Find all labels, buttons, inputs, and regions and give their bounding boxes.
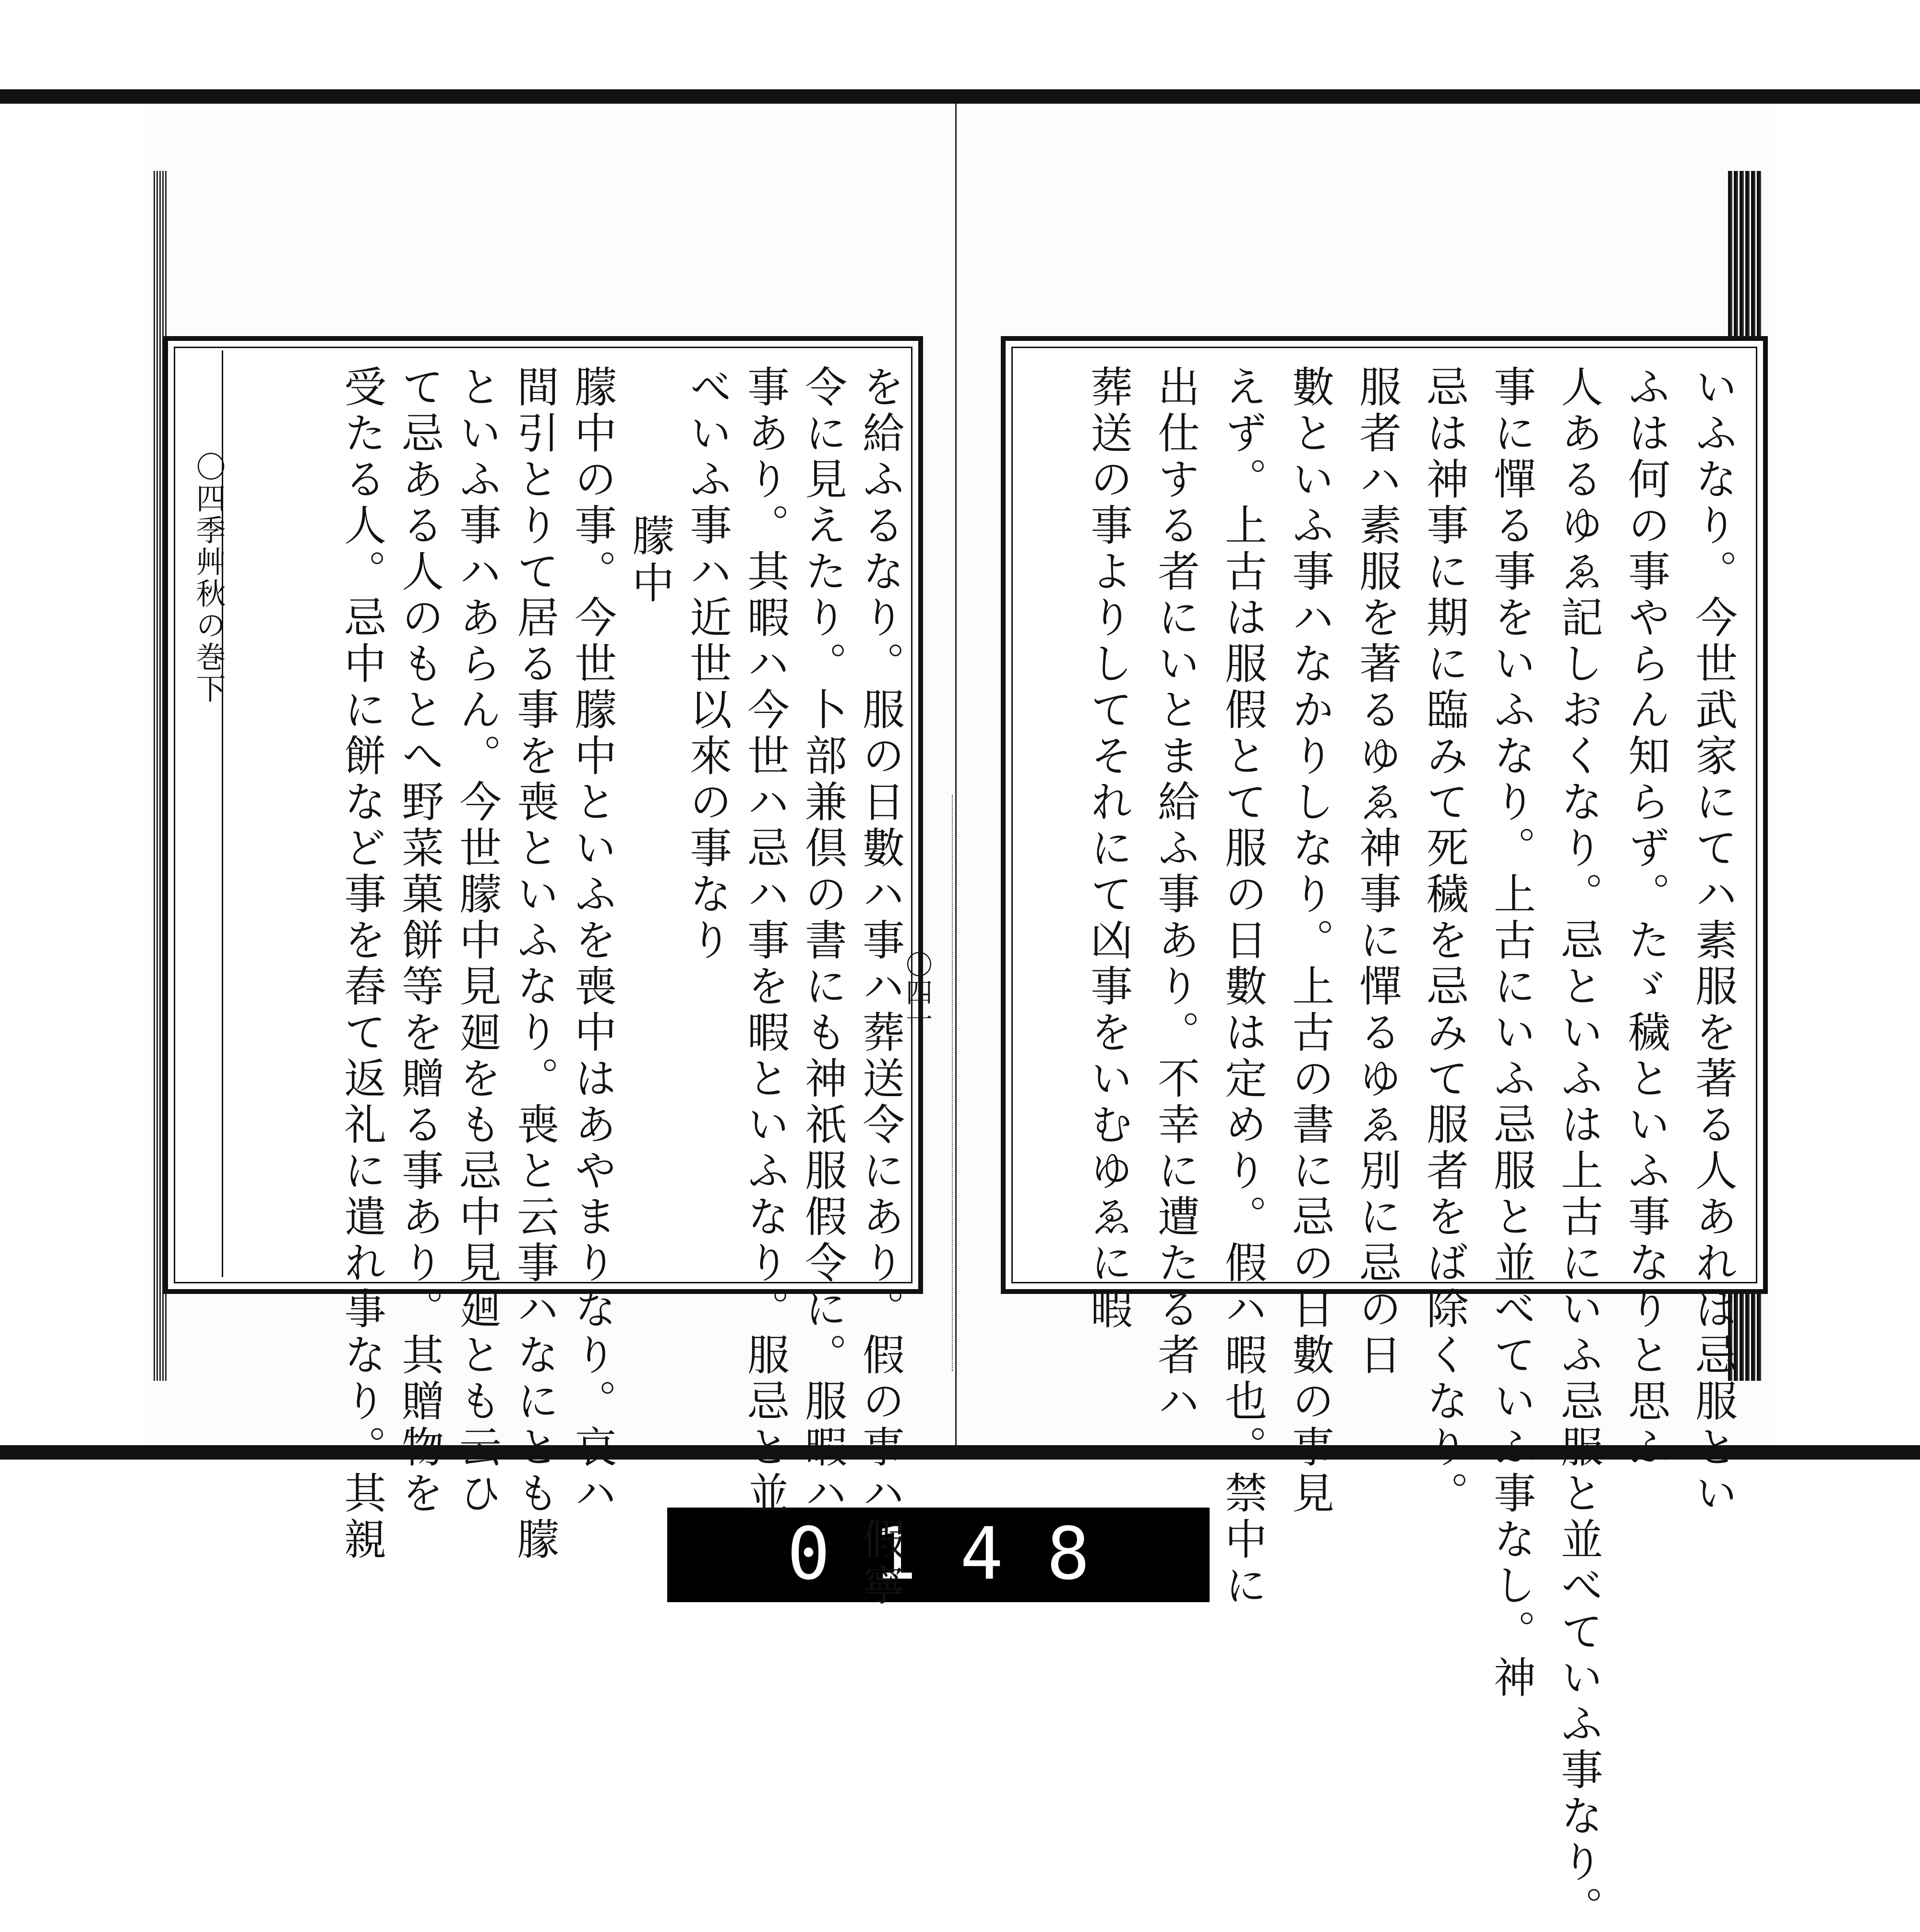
left-text-frame (163, 336, 933, 1609)
text-column: 事あり。其暇ハ今世ハ忌ハ事を暇といふなり。服忌と並 (741, 365, 790, 1517)
text-column: 朦中の事。今世朦中といふを喪中はあやまりなり。哀ハ (568, 365, 617, 1517)
text-column: 葬送の事よりしてそれにて凶事をいむゆゑに暇 (1084, 365, 1133, 1333)
text-column: べいふ事ハ近世以來の事なり (683, 365, 732, 964)
text-column: を給ふるなり。服の日數ハ事ハ葬送令にあり。假の事ハ假寧 (856, 365, 905, 1609)
text-column: 出仕する者にいとま給ふ事あり。不幸に遭たる者ハ (1151, 365, 1200, 1425)
text-column: 數といふ事ハなかりしなり。上古の書に忌の日數の事見 (1285, 365, 1335, 1517)
text-column: 受たる人。忌中に餅など事を舂て返礼に遣れ事なり。其親 (337, 365, 387, 1563)
text-column: 事に憚る事をいふなり。上古にいふ忌服と並べていふ事なし。神 (1487, 365, 1536, 1702)
text-column: 間引とりて居る事を喪といふなり。喪と云事ハなにとも朦 (510, 365, 560, 1563)
text-column: えず。上古は服假とて服の日數は定めり。假ハ暇也。禁中に (1218, 365, 1268, 1609)
text-column: 服者ハ素服を著るゆゑ神事に憚るゆゑ別に忌の日 (1353, 365, 1402, 1379)
top-border-bar (0, 89, 1920, 104)
text-column: といふ事ハあらん。今世朦中見廻をも忌中見廻とも云ひ (453, 365, 502, 1517)
right-text-frame (1001, 336, 1768, 1932)
binding-gutter (952, 795, 960, 1371)
folio-number: 〇四十 (901, 951, 933, 1034)
text-column: ふは何の事やらん知らず。たゞ穢といふ事なりと思ふ (1621, 365, 1671, 1471)
margin-title: 〇四季艸秋の巻下 (191, 451, 226, 705)
text-column: 令に見えたり。卜部兼倶の書にも神祇服假令に。服暇ハ (798, 365, 848, 1517)
text-column: いふなり。今世武家にてハ素服を著る人あれば忌服とい (1689, 365, 1738, 1517)
text-column: て忌ある人のもとへ野菜菓餅等を贈る事あり。其贈物を (395, 365, 444, 1517)
text-column: 人あるゆゑ記しおくなり。忌といふは上古にいふ忌服と並べていふ事なり。 (1554, 365, 1604, 1932)
text-column: 忌は神事に期に臨みて死穢を忌みて服者をば除くなり。 (1420, 365, 1469, 1517)
frame-number: 0148 (787, 1512, 1133, 1596)
section-heading: 朦中 (625, 514, 675, 608)
frame-number-stamp (667, 1508, 1210, 1602)
